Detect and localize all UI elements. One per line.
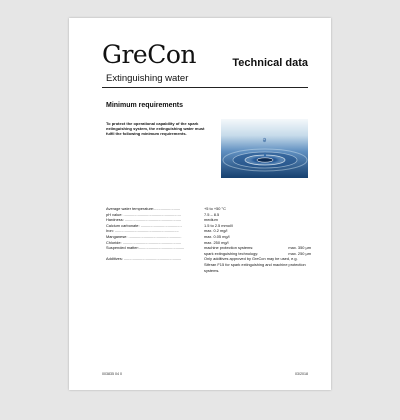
spec-row-additives: [106, 256, 311, 273]
header-divider: [102, 87, 308, 88]
spec-label: Calcium carbonate: ......................................: [106, 222, 182, 228]
requirements-heading: Minimum requirements: [106, 102, 184, 109]
spec-value: [204, 245, 311, 256]
document-page: [69, 18, 331, 390]
grecon-logo: GreCon: [102, 40, 196, 69]
spec-value: max. 0.2 mg/l: [204, 228, 228, 234]
specifications-list: [106, 206, 311, 273]
intro-paragraph: To protect the operational capability of the spark extinguishing system, the extinguishing water must fulfil the following minimum requirements.: [106, 121, 205, 137]
document-subtitle: Extinguishing water: [106, 73, 189, 84]
suspended-value: max. 350 µm: [288, 245, 311, 251]
spec-label: Suspended matter:..........................................: [106, 245, 185, 251]
spec-label: Chloride: ......................................................: [106, 239, 182, 245]
spec-value: +5 to +50 °C: [204, 206, 226, 211]
spec-label: Manganese: .................................................: [106, 233, 182, 239]
spec-value: max. 0.05 mg/l: [204, 233, 230, 239]
water-drop-image: [221, 119, 308, 178]
spec-label: pH value: .....................................................: [106, 211, 181, 217]
spec-label: Additives: .....................................................: [106, 256, 182, 262]
spec-value: medium: [204, 217, 218, 223]
suspended-value: max. 250 µm: [288, 250, 311, 256]
spec-row-suspended-matter: [106, 245, 311, 256]
spec-value: 7.5 – 8.5: [204, 211, 220, 217]
spec-label: Average water temperature:........................: [106, 206, 181, 211]
spec-value: Only additives approved by GreCon may be used, e.g. Siferan F15 for spark extinguishing and machine protection systems.: [204, 256, 306, 273]
spec-label: Iron: ...........................................................: [106, 228, 179, 234]
section-title: Technical data: [232, 57, 308, 69]
suspended-tag: machine protection systems:: [204, 245, 254, 251]
document-date: 03/2018: [295, 372, 308, 376]
spec-value: max. 250 mg/l: [204, 239, 229, 245]
spec-label: Hardness: ....................................................: [106, 217, 182, 223]
suspended-tag: spark extinguishing technology:: [204, 250, 259, 256]
spec-value: 1.5 to 2.5 mmol/l: [204, 222, 233, 228]
document-number: 003835 04 0: [102, 372, 122, 376]
